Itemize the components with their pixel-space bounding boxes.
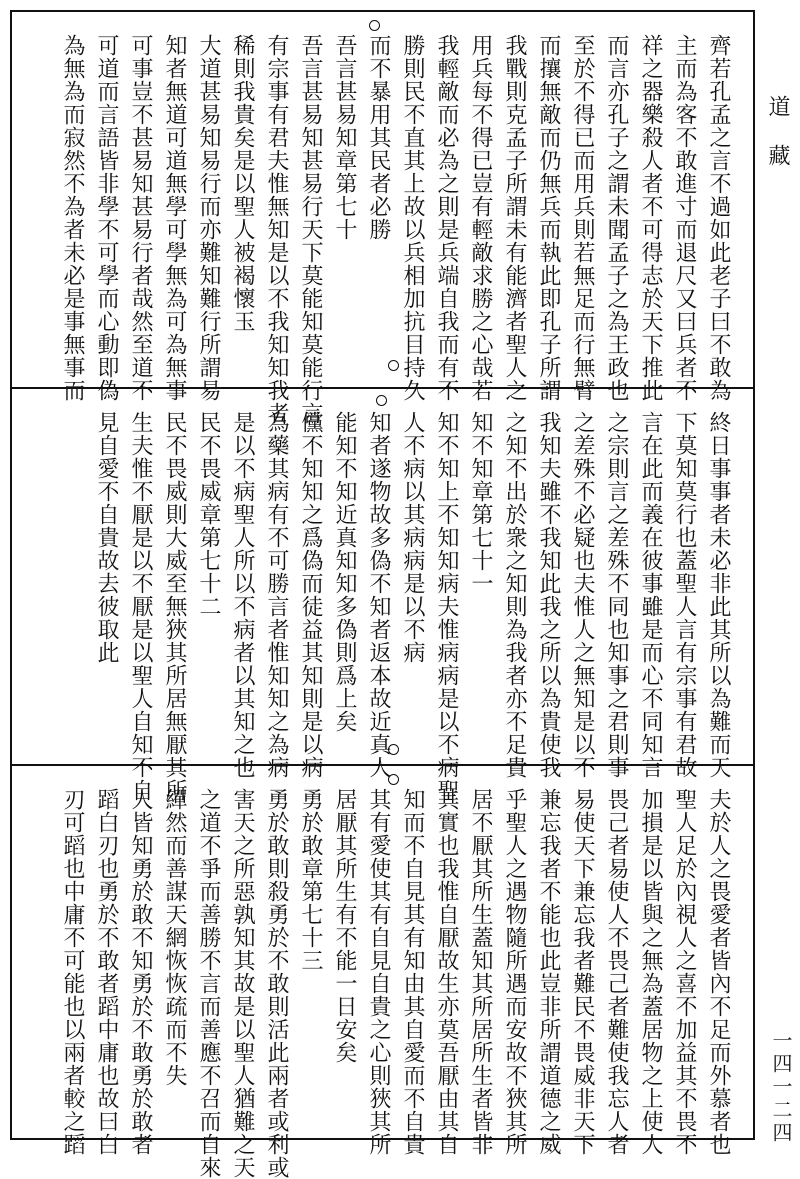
text-column: 稀則我貴矣是以聖人被褐懷玉 — [230, 34, 255, 333]
text-column: 齊若孔孟之言不過如此老子曰不敢為 — [706, 34, 731, 402]
margin-title-char: 道 — [765, 95, 790, 127]
text-column: 畏己者易使人不畏己者難使我忘人者 — [604, 788, 629, 1156]
text-column: 用兵每不得已豈有輕敵求勝之心哉若 — [468, 34, 493, 402]
text-column: 居厭其所生有不能一日安矣 — [332, 788, 357, 1064]
text-column: 之差殊不必疑也夫惟人之無知是以不 — [570, 411, 595, 779]
text-column: 大道甚易知易行而亦難知難行所謂易 — [196, 34, 221, 402]
text-column: 之宗則言之差殊不同也知事之君則事 — [604, 411, 629, 779]
margin-title-char: 藏 — [765, 144, 790, 176]
text-column: 加損是以皆與之無為蓋居物之上使人 — [638, 788, 663, 1156]
text-column: 儻不知知之爲偽而徒益其知則是以病 — [298, 411, 323, 779]
text-column: 之道不爭而善勝不言而善應不召而自來 — [196, 788, 221, 1179]
margin-title — [762, 95, 793, 176]
text-column: 易使天下兼忘我者難民不畏威非天下 — [570, 788, 595, 1156]
text-column: 害天之所惡孰知其故是以聖人猶難之天 — [230, 788, 255, 1179]
text-column: 蹈白刃也勇於不敢者蹈中庸也故曰白 — [94, 788, 119, 1156]
text-column: 而攘無敵而仍無兵而執此即孔子所謂 — [536, 34, 561, 402]
section-marker-circle — [369, 20, 380, 31]
text-column: 人不病以其病病是以不病 — [400, 411, 425, 664]
text-column: 可事豈不甚易知甚易行者哉然至道不 — [128, 34, 153, 402]
panel-top — [12, 12, 753, 425]
text-column: 有宗事有君夫惟無知是以不我知知我者 — [264, 34, 289, 425]
text-column: 民不畏威章第七十二 — [196, 411, 221, 618]
text-column: 生夫惟不厭是以不厭是以聖人自知不自 — [128, 411, 153, 802]
text-column: 知者無道可道無學可學無為可為無事 — [162, 34, 187, 402]
text-column: 能知不知近真知知多偽則爲上矣 — [332, 411, 357, 733]
text-column: 勝則民不直其上故以兵相加抗目持久 — [400, 34, 425, 402]
text-column: 知而不自見其有知由其自愛而不自貴 — [400, 788, 425, 1156]
text-column: 人皆知勇於敢不知勇於不敢勇於敢者 — [128, 788, 153, 1156]
text-column: 終日事事者未必非此其所以為難而天 — [706, 411, 731, 779]
text-column: 為無為而寂然不為者未必是事無事而 — [60, 34, 85, 402]
panel-bottom — [12, 766, 753, 1179]
scripture-page-frame — [10, 10, 755, 1179]
text-column: 知者遂物故多偽不知者返本故近真人 — [366, 411, 391, 779]
text-column: 繟然而善謀天網恢恢疏而不失 — [162, 788, 187, 1087]
section-marker-circle — [388, 774, 399, 785]
section-marker-circle — [388, 360, 399, 371]
text-column: 知不知章第七十一 — [468, 411, 493, 595]
section-marker-circle — [388, 744, 399, 755]
page-number: 一四一二四 — [769, 1030, 793, 1145]
text-column: 勇於敢則殺勇於不敢則活此兩者或利或 — [264, 788, 289, 1179]
text-column: 乎聖人之遇物隨所遇而安故不狹其所 — [502, 788, 527, 1156]
text-column: 言在此而義在彼事雖是而心不同知言 — [638, 411, 663, 779]
text-column: 刃可蹈也中庸不可能也以兩者較之蹈 — [60, 788, 85, 1156]
text-column: 可道而言語皆非學不可學而心動即偽 — [94, 34, 119, 402]
text-column: 勇於敢章第七十三 — [298, 788, 323, 972]
text-column: 我知夫雖不我知此我之所以為貴使我 — [536, 411, 561, 779]
text-column: 我戰則克孟子所謂未有能濟者聖人之 — [502, 34, 527, 402]
text-column: 吾言甚易知章第七十 — [332, 34, 357, 241]
text-column: 兼忘我者不能也此豈非所謂道德之威 — [536, 788, 561, 1156]
text-column: 至於不得已而用兵則若無足而行無臂 — [570, 34, 595, 402]
text-column: 下莫知莫行也蓋聖人言有宗事有君故 — [672, 411, 697, 779]
text-column: 其有愛使其有自見自貴之心則狹其所 — [366, 788, 391, 1156]
text-column: 而不暴用其民者必勝 — [366, 34, 391, 241]
text-column: 聖人足於內視人之喜不加益其不畏不 — [672, 788, 697, 1156]
panel-middle — [12, 389, 753, 802]
text-column: 我輕敵而必為之則是兵端自我而有不 — [434, 34, 459, 402]
text-column: 為藥其病有不可勝言者惟知知之為病 — [264, 411, 289, 779]
text-column: 民不畏威則大威至無狹其所居無厭其所 — [162, 411, 187, 802]
text-column: 夫於人之畏愛者皆內不足而外慕者也 — [706, 788, 731, 1156]
text-column: 是以不病聖人所以不病者以其知之也 — [230, 411, 255, 779]
text-column: 之知不出於衆之知則為我者亦不足貴 — [502, 411, 527, 779]
text-column: 吾言甚易知甚易行天下莫能知莫能行言 — [298, 34, 323, 425]
text-column: 祥之器樂殺人者不可得志於天下推此 — [638, 34, 663, 402]
text-column: 而言亦孔子之謂未聞孟子之為王政也 — [604, 34, 629, 402]
text-column: 見自愛不自貴故去彼取此 — [94, 411, 119, 664]
text-column: 知不知上不知知病夫惟病病是以不病聖 — [434, 411, 459, 802]
section-marker-circle — [376, 395, 387, 406]
text-column: 居不厭其所生蓋知其所居所生者皆非 — [468, 788, 493, 1156]
text-column: 主而為客不敢進寸而退尺又曰兵者不 — [672, 34, 697, 402]
text-column: 其實也我惟自厭故生亦莫吾厭由其自 — [434, 788, 459, 1156]
